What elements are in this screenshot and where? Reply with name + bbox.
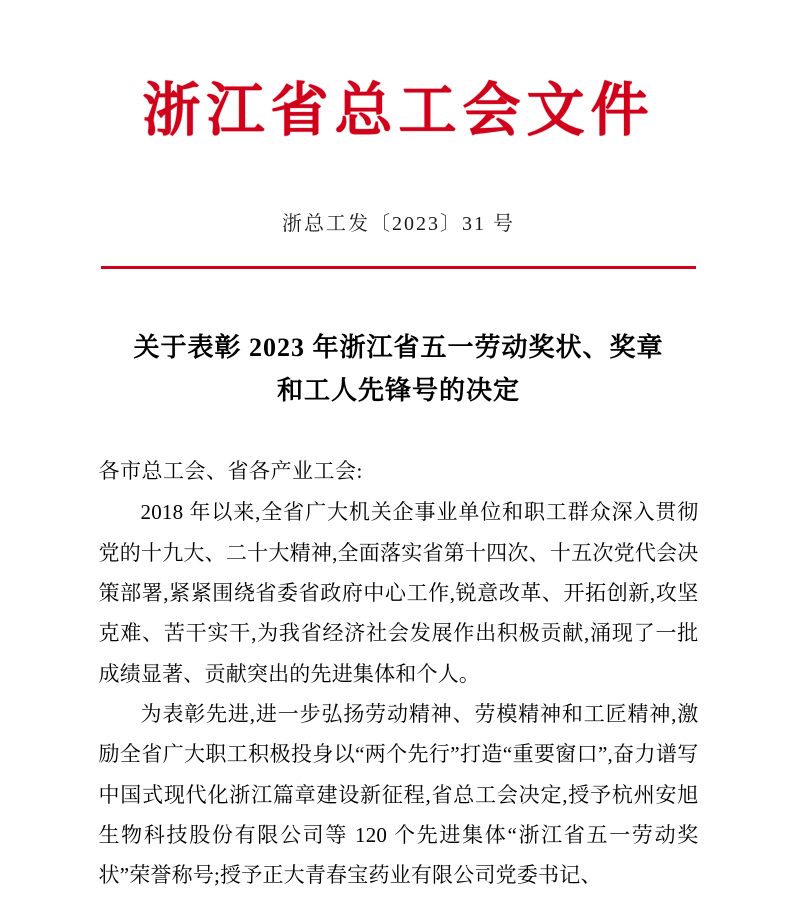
salutation: 各市总工会、省各产业工会: bbox=[98, 459, 363, 484]
subject-line-1: 关于表彰 2023 年浙江省五一劳动奖状、奖章 bbox=[133, 332, 664, 362]
body-paragraph-2: 为表彰先进,进一步弘扬劳动精神、劳模精神和工匠精神,激励全省广大职工积极投身以“两个先行”打造“重要窗口”,奋力谱写中国式现代化浙江篇章建设新征程,省总工会决定,授予杭州安旭生物科技股份有限公司等 120 个先进集体“浙江省五一劳动奖状”荣誉称号;授予正大青春宝药业有限公司党委书记、 bbox=[98, 701, 699, 888]
subject-line-2: 和工人先锋号的决定 bbox=[276, 375, 520, 405]
document-body bbox=[99, 412, 699, 895]
document-subject bbox=[99, 269, 699, 413]
document-number: 浙总工发〔2023〕31 号 bbox=[282, 212, 515, 235]
body-paragraph-1: 2018 年以来,全省广大机关企事业单位和职工群众深入贯彻党的十九大、二十大精神,全面落实省第十四次、十五次党代会决策部署,紧紧围绕省委省政府中心工作,锐意改革、开拓创新,攻坚克难、苦干实干,为我省经济社会发展作出积极贡献,涌现了一批成绩显著、贡献突出的先进集体和个人。 bbox=[98, 500, 699, 686]
document-title: 浙江省总工会文件 bbox=[142, 78, 655, 143]
